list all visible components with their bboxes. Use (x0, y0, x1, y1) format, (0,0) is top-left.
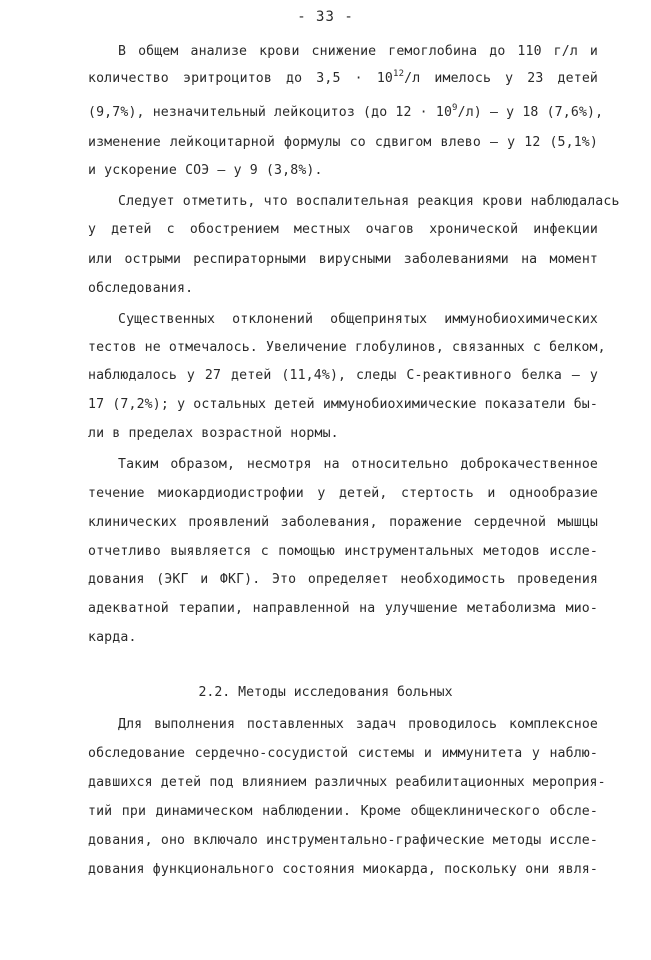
text-line: обследования. (88, 281, 194, 296)
text-line: давшихся детей под влиянием различных реабилитационных мероприя- (88, 775, 606, 790)
text-line: тестов не отмечалось. Увеличение глобулинов, связанных с белком, (88, 340, 606, 355)
text-line: тий при динамическом наблюдении. Кроме общеклинического обсле- (88, 804, 598, 819)
text-line: или острыми респираторными вирусными заболеваниями на момент (88, 252, 598, 267)
text-line: клинических проявлений заболевания, поражение сердечной мышцы (88, 515, 598, 530)
text-line: Для выполнения поставленных задач проводилось комплексное (118, 717, 598, 732)
text-line: Таким образом, несмотря на относительно доброкачественное (118, 457, 598, 472)
text-line: отчетливо выявляется с помощью инструментальных методов иссле- (88, 544, 598, 559)
section-heading: 2.2. Методы исследования больных (198, 685, 453, 700)
text-line: карда. (88, 630, 137, 645)
text-line: ли в пределах возрастной нормы. (88, 426, 339, 441)
text-line: изменение лейкоцитарной формулы со сдвигом влево – у 12 (5,1%) (88, 135, 598, 150)
text-line: количество эритроцитов до $3,5 \cdot 10^{12}/л$ имелось у 23 детей (88, 69, 599, 86)
text-line: В общем анализе крови снижение гемоглобина до 110 г/л и (118, 44, 598, 59)
text-line: у детей с обострением местных очагов хронической инфекции (88, 222, 598, 237)
page-number: - 33 - (297, 9, 354, 25)
text-line: Существенных отклонений общепринятых иммунобиохимических (118, 312, 598, 327)
text-line: наблюдалось у 27 детей (11,4%), следы С-реактивного белка – у (88, 368, 598, 383)
text-line: течение миокардиодистрофии у детей, стертость и однообразие (88, 486, 598, 501)
text-line: (9,7%), незначительный лейкоцитоз (до $12 \cdot 10^9/л) - у$ 18 (7,6%), (88, 103, 604, 120)
text-line: обследование сердечно-сосудистой системы и иммунитета у наблю- (88, 746, 598, 761)
text-line: дования функционального состояния миокарда, поскольку они явля- (88, 862, 598, 877)
text-line: дования (ЭКГ и ФКГ). Это определяет необходимость проведения (88, 572, 598, 587)
text-line: 17 (7,2%); у остальных детей иммунобиохимические показатели бы- (88, 397, 598, 412)
text-line: Следует отметить, что воспалительная реакция крови наблюдалась (118, 194, 620, 209)
text-line: дования, оно включало инструментально-графические методы иссле- (88, 833, 598, 848)
text-line: и ускорение СОЭ – у 9 (3,8%). (88, 163, 323, 178)
text-line: адекватной терапии, направленной на улучшение метаболизма мио- (88, 601, 598, 616)
